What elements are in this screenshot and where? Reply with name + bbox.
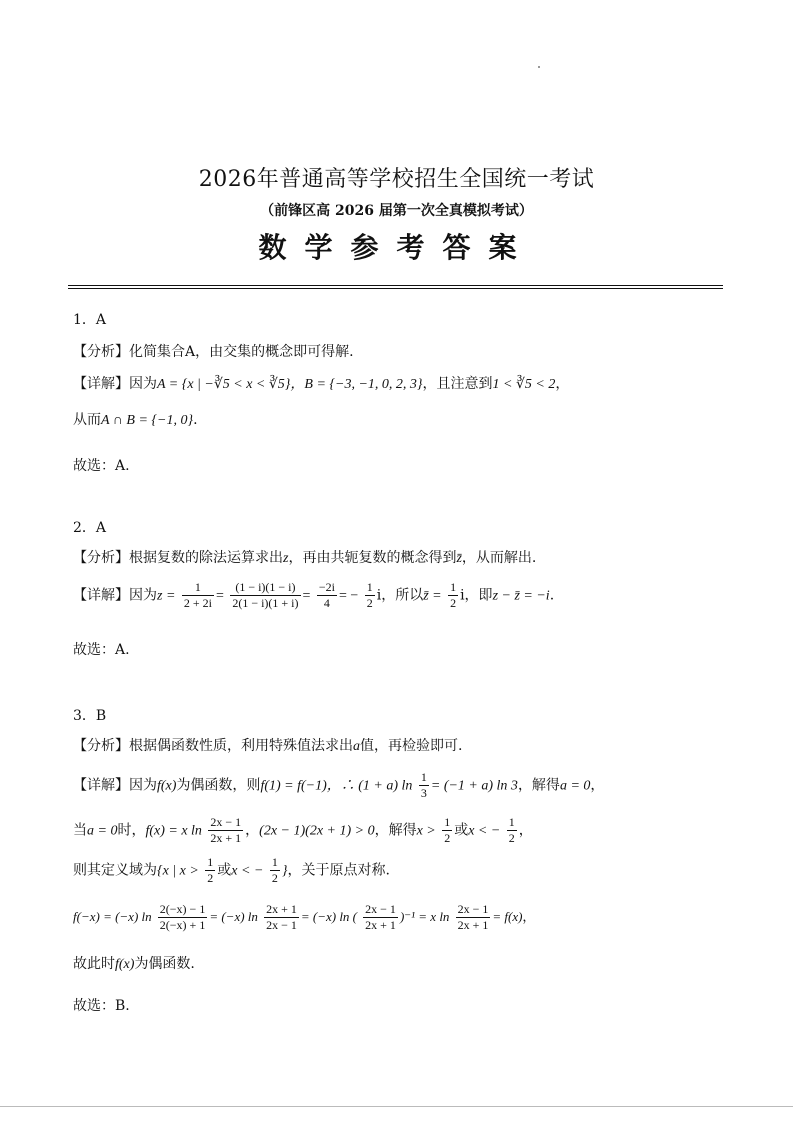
q3-l2-text-b: 时，: [117, 822, 146, 839]
q3-l2-half-1: [442, 815, 452, 846]
q3-l3-text-a: 则其定义域为: [73, 862, 157, 879]
q2-tail2: i，即: [460, 587, 493, 604]
q3-l3-text-b: ，关于原点对称.: [287, 862, 390, 879]
q3-analysis-label: 【分析】: [73, 738, 129, 754]
q3-l2-h1-num: 1: [444, 815, 451, 829]
header-divider-top: [68, 285, 723, 286]
q3-l4-frac-2: [264, 902, 299, 933]
q2-fraction-2: [230, 580, 300, 611]
q3-l5-text-b: 为偶函数.: [134, 956, 195, 972]
q2-f2-num: (1 − i)(1 − i): [230, 580, 300, 596]
q3-l5-text-a: 故此时: [73, 956, 115, 972]
q2-fraction-1: [182, 580, 214, 611]
q3-l3-half-1: [205, 855, 215, 886]
q3-l4-frac-3: [363, 902, 398, 933]
q1-inequality: 1 < ∛5 < 2: [492, 377, 556, 392]
q3-c-den: 3: [420, 786, 427, 800]
q3-l2-var: a = 0: [87, 823, 118, 839]
q3-l4-n3: 2x − 1: [365, 902, 396, 916]
q2-f1-den: 2 + 2i: [183, 596, 212, 610]
q1-intersection: A ∩ B = {−1, 0}: [101, 413, 194, 428]
q3-l4-b: = (−x) ln: [209, 909, 258, 924]
q3-detail-text-a: 因为: [129, 777, 157, 794]
q2-number: 2．A: [73, 520, 107, 536]
q1-number: 1．A: [73, 312, 107, 328]
q3-fx: f(x): [157, 778, 177, 794]
q1-detail-line2: [73, 410, 198, 431]
q2-analysis-label: 【分析】: [73, 550, 129, 566]
q1-line2-text-b: .: [193, 412, 198, 428]
q1-set-a: A = {x | −∛5 < x < ∛5}: [157, 377, 291, 392]
q3-line5: [73, 954, 195, 975]
q3-l2-x1: x >: [416, 823, 436, 839]
q2-tail3: .: [549, 587, 555, 604]
q2-analysis-text-c: ，从而解出.: [461, 550, 537, 566]
exam-subtitle: （前锋区高 2026 届第一次全真模拟考试）: [260, 203, 533, 219]
q2-detail: [73, 580, 554, 611]
q2-f2-den: 2(1 − i)(1 + i): [232, 596, 299, 610]
q3-condition: f(1) = f(−1)，∴ (1 + a) ln: [260, 778, 413, 794]
q3-detail: [73, 770, 604, 801]
q3-l4-c: = (−x) ln (: [300, 909, 358, 924]
q3-l4-d: )⁻¹ = x ln: [399, 909, 450, 924]
page-bottom-edge: [0, 1106, 793, 1107]
q2-tail1: i，所以: [376, 587, 424, 604]
q3-l2-text-c: ，: [245, 822, 260, 839]
q3-analysis: [73, 736, 462, 757]
q1-analysis-text: 化简集合A，由交集的概念即可得解.: [129, 344, 354, 360]
q3-l3-d2: 2: [271, 871, 278, 885]
q3-l3-d1: 2: [207, 871, 214, 885]
q3-l4-n4: 2x − 1: [457, 902, 489, 916]
q2-z-eq: z =: [157, 588, 176, 604]
q3-l4-e: = f(x): [492, 909, 523, 924]
q3-l4-a: f(−x) = (−x) ln: [73, 909, 152, 924]
q2-f3-den: 4: [323, 596, 330, 610]
q3-analysis-text-a: 根据偶函数性质，利用特殊值法求出: [129, 738, 353, 754]
q3-line3: [73, 855, 390, 886]
q2-analysis-text-b: ，再由共轭复数的概念得到: [288, 550, 457, 566]
exam-title: 2026年普通高等学校招生全国统一考试: [198, 167, 595, 192]
q2-f5-num: 1: [450, 580, 457, 594]
q3-l2-f: f(x) = x ln: [145, 823, 202, 839]
q3-l2-text-d: ，解得: [374, 822, 417, 839]
q3-cond-fraction: [419, 770, 429, 801]
q3-a-result: a = 0: [559, 778, 591, 794]
q3-l2-den: 2x + 1: [210, 831, 242, 845]
q2-analysis-text-a: 根据复数的除法运算求出: [129, 550, 283, 566]
q2-f3-num: −2i: [318, 580, 335, 594]
q3-analysis-var: a: [353, 739, 360, 754]
q1-line2-text-a: 从而: [73, 412, 101, 428]
q2-fraction-4: [365, 580, 375, 611]
q2-fraction-3: [317, 580, 337, 611]
q3-l2-fraction: [208, 815, 243, 846]
q3-l4-frac-4: [456, 902, 491, 933]
q3-analysis-text-b: 值，再检验即可.: [360, 738, 463, 754]
q3-c-num: 1: [420, 770, 427, 784]
q3-l5-f: f(x): [115, 957, 135, 972]
q2-eq1: =: [215, 588, 224, 604]
q2-analysis-z: z: [283, 551, 289, 566]
q1-detail-text-a: 因为: [129, 376, 157, 392]
q2-zbar-eq: z̄ =: [423, 588, 442, 604]
q2-f1-num: 1: [182, 580, 214, 596]
speck-dot: [538, 66, 540, 68]
q3-l3-set-a: {x | x >: [157, 863, 199, 879]
q3-detail-text-d: ，: [590, 777, 605, 794]
q3-l4-d1: 2(−x) + 1: [159, 918, 206, 932]
q1-set-b: ，B = {−3, −1, 0, 2, 3}: [290, 377, 423, 392]
q3-condition-b: = (−1 + a) ln 3: [430, 778, 518, 794]
q2-analysis-zbar: z̄: [456, 551, 462, 566]
q3-l3-n1: 1: [207, 855, 214, 869]
q1-choice: 故选：A.: [73, 458, 130, 474]
q1-detail-label: 【详解】: [73, 376, 129, 392]
q2-eq2: =: [302, 588, 311, 604]
q3-l4-d2: 2x − 1: [266, 918, 297, 932]
q3-choice: 故选：B.: [73, 998, 130, 1014]
q2-choice: 故选：A.: [73, 642, 130, 658]
q2-f4-den: 2: [366, 596, 373, 610]
q2-final: z − z̄ = −i: [492, 588, 550, 604]
q3-l2-h1-den: 2: [444, 831, 451, 845]
q3-detail-text-b: 为偶函数，则: [176, 777, 261, 794]
answer-title: 数学参考答案: [258, 231, 535, 264]
q2-detail-label: 【详解】: [73, 587, 129, 604]
q3-l4-n1: 2(−x) − 1: [159, 902, 206, 916]
q1-analysis-label: 【分析】: [73, 344, 129, 360]
q1-detail-text-c: ，: [555, 376, 570, 392]
q3-l4-d4: 2x + 1: [457, 918, 489, 932]
q3-l2-inequality: (2x − 1)(2x + 1) > 0: [259, 823, 375, 839]
q3-l3-n2: 1: [271, 855, 278, 869]
q3-l2-x2: x < −: [468, 823, 501, 839]
q3-l2-half-2: [507, 815, 517, 846]
q3-l3-half-2: [270, 855, 280, 886]
q3-l3-set-c: }: [281, 863, 288, 879]
q3-l2-text-e: ，: [518, 822, 533, 839]
q1-analysis: [73, 342, 354, 362]
q3-l2-h2-den: 2: [508, 831, 515, 845]
q2-analysis: [73, 548, 536, 569]
header-divider-bottom: [68, 288, 723, 289]
q2-eq3: = −: [338, 588, 359, 604]
q3-l2-num: 2x − 1: [210, 815, 242, 829]
q3-line2: [73, 815, 533, 846]
q3-l3-set-b: x < −: [231, 863, 264, 879]
q3-l4-n2: 2x + 1: [266, 902, 297, 916]
q3-l2-h2-num: 1: [508, 815, 515, 829]
q3-detail-text-c: ，解得: [517, 777, 560, 794]
q3-line4: [73, 902, 535, 933]
q3-l2-text-a: 当: [73, 822, 87, 839]
q3-l4-d3: 2x + 1: [365, 918, 396, 932]
q2-f4-num: 1: [366, 580, 373, 594]
q3-number: 3．B: [73, 708, 107, 724]
q3-l4-f: ，: [522, 910, 536, 925]
q2-fraction-5: [448, 580, 458, 611]
q3-l3-or: 或: [217, 862, 232, 879]
q2-f5-den: 2: [450, 596, 457, 610]
q2-detail-text-a: 因为: [129, 587, 157, 604]
q3-l2-or: 或: [454, 822, 469, 839]
q1-detail-text-b: ，且注意到: [422, 376, 493, 392]
q3-detail-label: 【详解】: [73, 777, 129, 794]
q1-detail: [73, 374, 569, 395]
q3-l4-frac-1: [158, 902, 208, 933]
